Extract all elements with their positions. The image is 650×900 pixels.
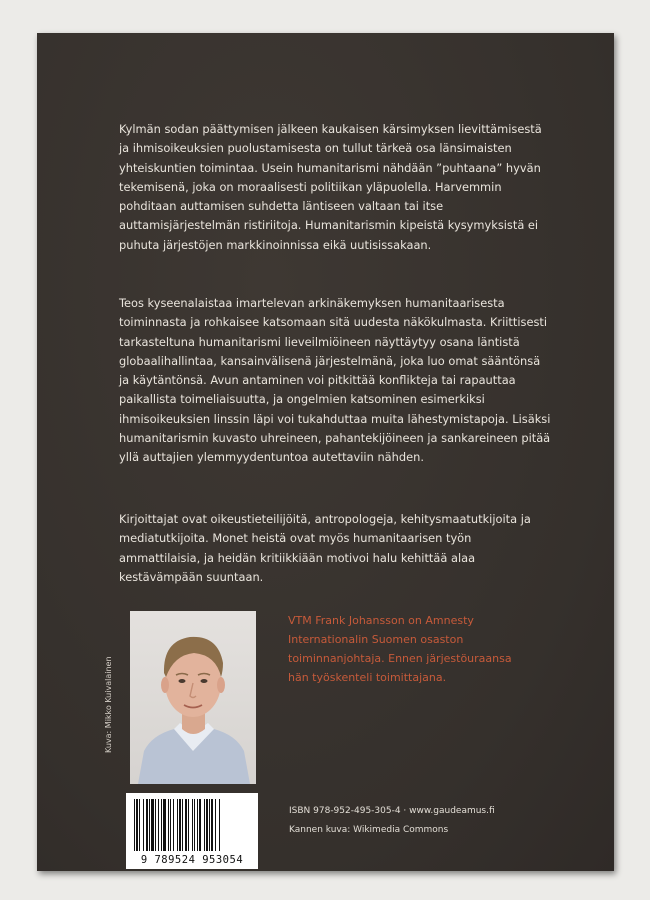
photo-credit: Kuva: Mikko Kuivalainen [104, 656, 113, 753]
isbn-and-website: ISBN 978-952-495-305-4 · www.gaudeamus.fi [289, 806, 495, 816]
cover-image-credit: Kannen kuva: Wikimedia Commons [289, 825, 449, 835]
author-portrait-image [130, 611, 256, 784]
blurb-paragraph-1: Kylmän sodan päättymisen jälkeen kaukaisen kärsimyksen lievittämisestä ja ihmisoikeuksien puolustamisesta on tullut tärkeä osa länsimaisten yhteiskuntien toimintaa. Usein humanitarismi nähdään ”puhtaana” hyvän tekemisenä, joka on moraalisesti politiikan yläpuolella. Harvemmin pohditaan auttamisen suhdetta läntiseen valtaan tai itse auttamisjärjestelmän ristiriitoja. Humanitarismin kipeistä kysymyksistä ei puhuta järjestöjen markkinoinnissa eikä uutisissakaan. [119, 122, 542, 252]
barcode-bars [134, 799, 250, 851]
isbn-barcode [126, 793, 258, 869]
blurb-paragraph-2: Teos kyseenalaistaa imartelevan arkinäkemyksen humanitaarisesta toiminnasta ja rohkaisee katsomaan sitä uudesta näkökulmasta. Kriittisesti tarkasteltuna humanitarismi lieveilmiöineen näyttäytyy osana läntistä globaalihallintaa, kansainvälisenä järjestelmänä, joka luo omat sääntönsä ja käytäntönsä. Avun antaminen voi pitkittää konflikteja tai rapauttaa paikallista toimeliaisuutta, ja ongelmien katsominen esimerkiksi ihmisoikeuksien linssin läpi voi tukahduttaa muita lähestymistapoja. Lisäksi humanitarismin kuvasto uhreineen, pahantekijöineen ja sankareineen pitää yllä auttajien ylemmyydentuntoa autettaviin nähden. [119, 296, 551, 465]
author-photo [130, 611, 256, 784]
blurb-paragraph-3: Kirjoittajat ovat oikeustieteilijöitä, antropologeja, kehitysmaatutkijoita ja mediatutkijoita. Monet heistä ovat myös humanitaarisen työn ammattilaisia, ja heidän kritiikkiään motivoi halu kehittää alaa kestävämpään suuntaan. [119, 512, 531, 584]
author-bio: VTM Frank Johansson on Amnesty Internationalin Suomen osaston toiminnanjohtaja. Ennen järjestöuraansa hän työskenteli toimittajana. [288, 614, 512, 684]
barcode-number: 9 789524 953054 [140, 854, 244, 866]
back-cover [37, 33, 614, 871]
